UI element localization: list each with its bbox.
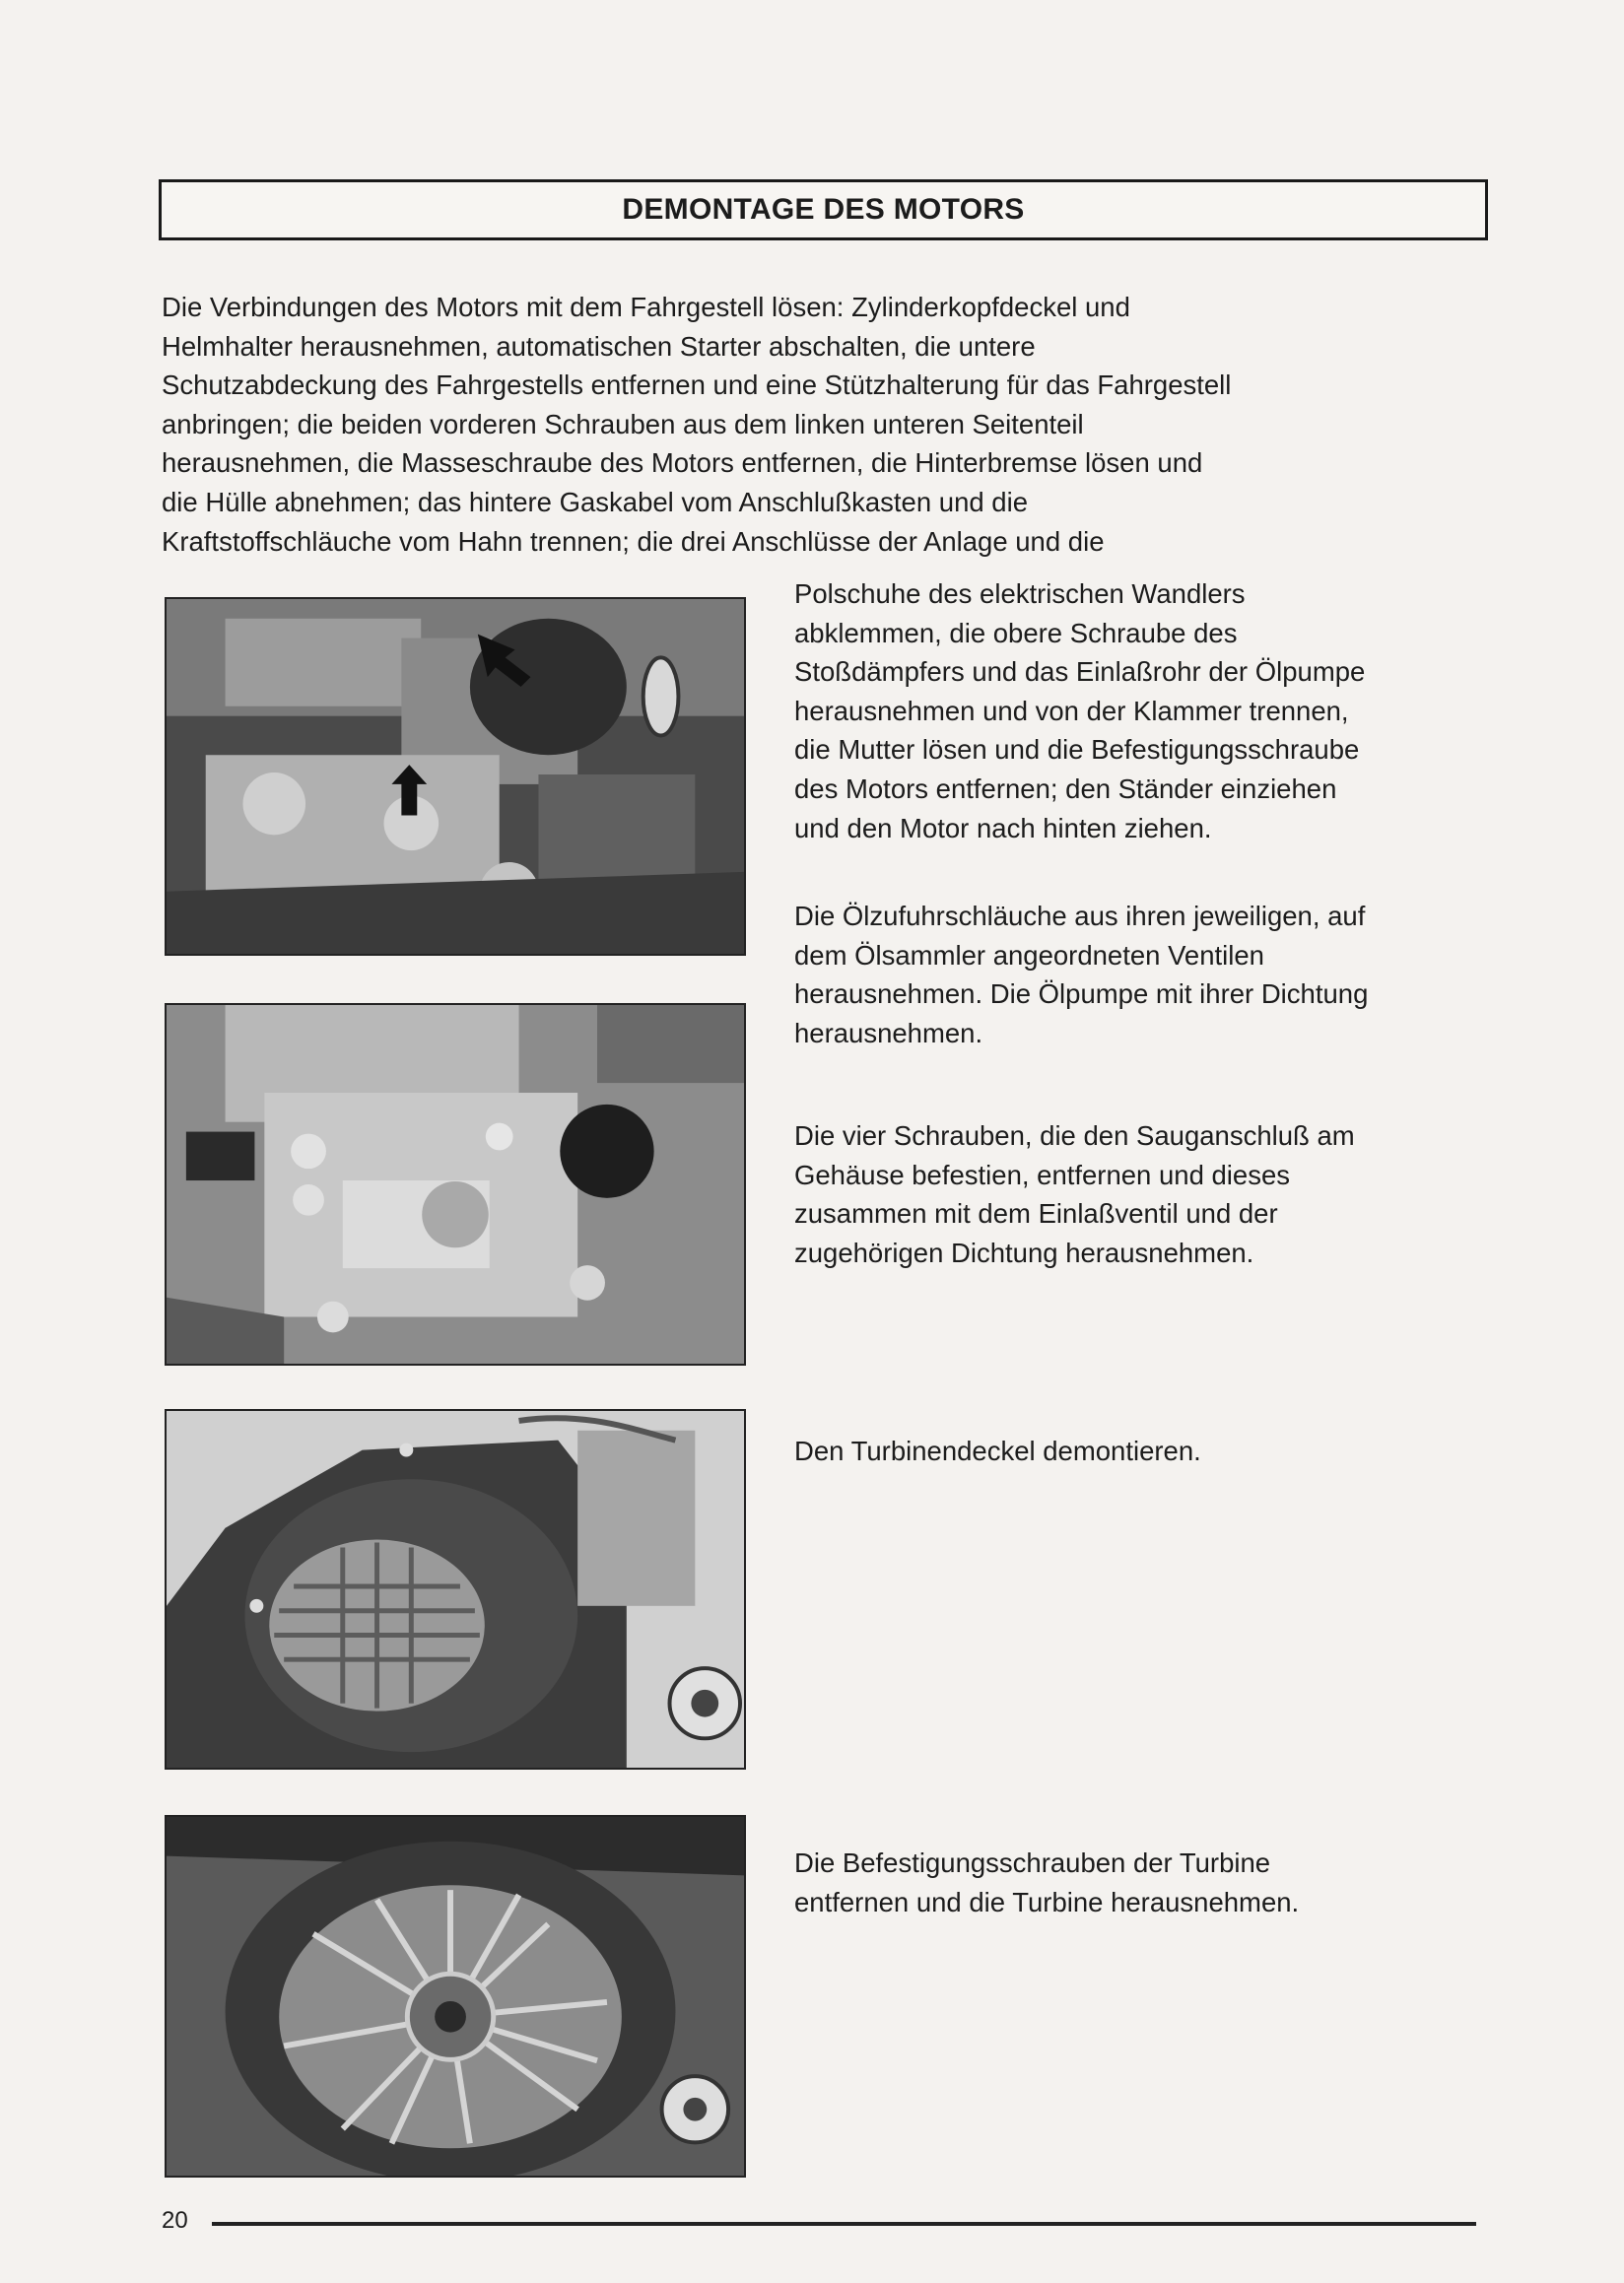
intro-line: die Hülle abnehmen; das hintere Gaskabel vom Anschlußkasten und die (162, 486, 1029, 517)
step-line: Die Ölzufuhrschläuche aus ihren jeweiligen, auf (794, 901, 1366, 931)
step-line: zusammen mit dem Einlaßventil und der (794, 1198, 1278, 1230)
intro-line: anbringen; die beiden vorderen Schrauben aus dem linken unteren Seitenteil (162, 408, 1084, 439)
step-line: Stoßdämpfers und das Einlaßrohr der Ölpumpe (794, 656, 1366, 688)
step-line: Den Turbinendeckel demontieren. (794, 1436, 1201, 1466)
step-line: zugehörigen Dichtung herausnehmen. (794, 1237, 1254, 1268)
step-line: herausnehmen. (794, 1017, 983, 1048)
intake-photo (165, 1003, 746, 1366)
intro-line: herausnehmen, die Masseschraube des Motors entfernen, die Hinterbremse lösen und (162, 447, 1203, 479)
intro-line: Helmhalter herausnehmen, automatischen Starter abschalten, die untere (162, 330, 1036, 362)
turbine-cover-photo (165, 1409, 746, 1770)
section-title: DEMONTAGE DES MOTORS (622, 193, 1025, 226)
step-line: entfernen und die Turbine herausnehmen. (794, 1886, 1300, 1917)
intro-line: Die Verbindungen des Motors mit dem Fahrgestell lösen: Zylinderkopfdeckel und (162, 292, 1130, 322)
step-1-text (794, 574, 1504, 847)
step-line: Die vier Schrauben, die den Sauganschluß am (794, 1120, 1355, 1151)
step-3-text (794, 1116, 1504, 1272)
step-line: herausnehmen und von der Klammer trennen, (794, 695, 1349, 726)
step-line: und den Motor nach hinten ziehen. (794, 812, 1212, 843)
intro-paragraph (162, 288, 1502, 561)
step-line: Die Befestigungsschrauben der Turbine (794, 1847, 1271, 1878)
step-line: die Mutter lösen und die Befestigungsschraube (794, 734, 1360, 766)
step-line: des Motors entfernen; den Ständer einziehen (794, 772, 1337, 804)
page-number: 20 (162, 2207, 188, 2234)
section-title-box (159, 179, 1488, 240)
footer-rule (212, 2222, 1476, 2226)
step-4-text (794, 1432, 1504, 1471)
engine-mount-photo (165, 597, 746, 956)
step-line: abklemmen, die obere Schraube des (794, 617, 1238, 648)
step-line: herausnehmen. Die Ölpumpe mit ihrer Dichtung (794, 978, 1369, 1010)
step-2-text (794, 897, 1504, 1052)
step-line: dem Ölsammler angeordneten Ventilen (794, 939, 1264, 971)
step-line: Polschuhe des elektrischen Wandlers (794, 578, 1246, 609)
intro-line: Schutzabdeckung des Fahrgestells entfernen und eine Stützhalterung für das Fahrgestell (162, 369, 1232, 401)
turbine-photo (165, 1815, 746, 2178)
step-5-text (794, 1844, 1504, 1921)
step-line: Gehäuse befestien, entfernen und dieses (794, 1159, 1291, 1190)
intro-line: Kraftstoffschläuche vom Hahn trennen; die drei Anschlüsse der Anlage und die (162, 525, 1105, 557)
